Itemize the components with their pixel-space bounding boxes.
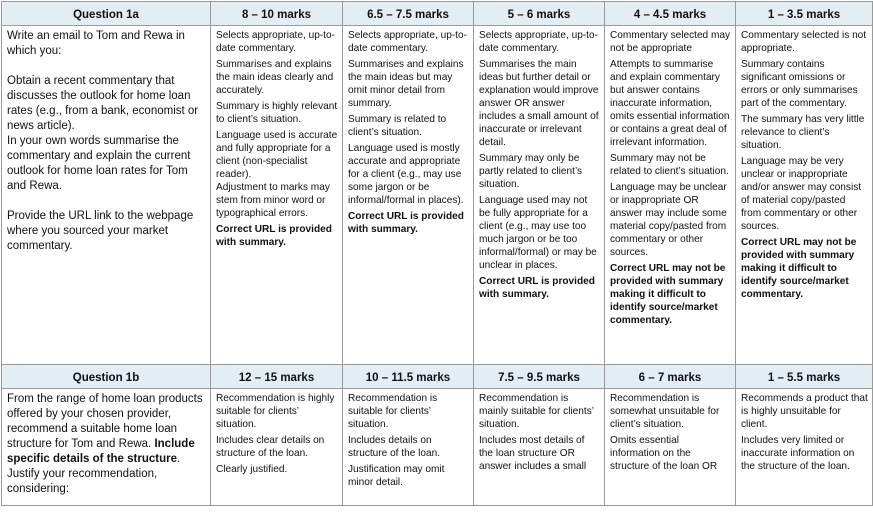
criterion: Summary is highly relevant to client’s situation. [216, 101, 338, 125]
band-criteria-cell [211, 389, 343, 506]
criterion: Summarises the main ideas but further detail or explanation would improve answer OR answer includes a small amount of inaccurate or irrelevant detail. [479, 59, 599, 148]
criterion: Clearly justified. [216, 464, 288, 475]
criterion-url: Correct URL is provided with summary. [216, 224, 332, 248]
band-criteria-cell [211, 26, 343, 365]
criterion: Recommendation is somewhat unsuitable for client’s situation. [610, 393, 720, 430]
criterion: Language may be very unclear or inappropriate and/or answer may consist of material copy/pasted from commentary or other sources. [741, 156, 862, 232]
marking-rubric-table [1, 1, 873, 506]
criterion: Adjustment to marks may stem from minor word or typographical errors. [216, 182, 330, 219]
question-text: In your own words summarise the commentary and explain the current outlook for home loan rates for Tom and Rewa. [7, 135, 191, 192]
criterion: Selects appropriate, up-to-date commentary. [348, 30, 467, 54]
criterion: Language may be unclear or inappropriate OR answer may include some material copy/pasted from commentary or other sources. [610, 182, 727, 258]
criterion: Summarises and explains the main ideas but may omit minor detail from summary. [348, 59, 464, 109]
criterion: Includes most details of the loan structure OR answer includes a small [479, 435, 587, 472]
question-text: Provide the URL link to the webpage where you sourced your market commentary. [7, 210, 194, 252]
band-header: 12 – 15 marks [211, 365, 343, 389]
criterion: Recommendation is highly suitable for clients’ situation. [216, 393, 335, 430]
question-1b-header-row [2, 365, 873, 389]
criterion: Summary is related to client’s situation. [348, 114, 447, 138]
criterion: The summary has very little relevance to client’s situation. [741, 114, 865, 151]
criterion: Summarises and explains the main ideas clearly and accurately. [216, 59, 334, 96]
band-header: 4 – 4.5 marks [605, 2, 736, 26]
criterion: Summary contains significant omissions or errors or only summarises part of the commentary. [741, 59, 858, 109]
band-criteria-cell [474, 389, 605, 506]
criterion: Selects appropriate, up-to-date commentary. [479, 30, 598, 54]
band-header: 6.5 – 7.5 marks [343, 2, 474, 26]
criterion: Includes very limited or inaccurate information on the structure of the loan. [741, 435, 855, 472]
question-1a-header-row [2, 2, 873, 26]
question-text: Obtain a recent commentary that discusses the outlook for home loan rates (e.g., from a bank, economist or news article). [7, 75, 199, 132]
question-text-emphasis: Include specific details of the structure [7, 438, 195, 465]
question-1b-title: Question 1b [2, 365, 211, 389]
band-header: 10 – 11.5 marks [343, 365, 474, 389]
criterion: Selects appropriate, up-to-date commentary. [216, 30, 335, 54]
criterion-url: Correct URL may not be provided with summary making it difficult to identify source/market commentary. [741, 237, 857, 300]
band-header: 1 – 5.5 marks [736, 365, 873, 389]
criterion: Language used is accurate and fully appropriate for a client (non-specialist reader). [216, 130, 338, 180]
band-criteria-cell [343, 389, 474, 506]
question-1b-prompt [2, 389, 211, 506]
band-header: 6 – 7 marks [605, 365, 736, 389]
band-header: 5 – 6 marks [474, 2, 605, 26]
criterion-url: Correct URL is provided with summary. [479, 276, 595, 300]
criterion: Summary may not be related to client’s situation. [610, 153, 729, 177]
criterion: Recommendation is suitable for clients’ situation. [348, 393, 438, 430]
criterion: Includes details on structure of the loan. [348, 435, 441, 459]
band-criteria-cell [343, 26, 474, 365]
criterion-url: Correct URL is provided with summary. [348, 211, 464, 235]
criterion: Commentary selected may not be appropriate [610, 30, 731, 54]
question-1a-title: Question 1a [2, 2, 211, 26]
criterion: Commentary selected is not appropriate. [741, 30, 867, 54]
criterion: Language used is mostly accurate and appropriate for a client (e.g., may use some jargon or be informal/formal in places). [348, 143, 464, 206]
band-criteria-cell [474, 26, 605, 365]
question-1a-prompt [2, 26, 211, 365]
criterion-url: Correct URL may not be provided with summary making it difficult to identify source/market commentary. [610, 263, 726, 326]
band-criteria-cell [736, 26, 873, 365]
criterion: Attempts to summarise and explain commentary but answer contains inaccurate information, omits essential information or contains a great deal of irrelevant information. [610, 59, 730, 148]
question-1a-criteria-row [2, 26, 873, 365]
band-criteria-cell [736, 389, 873, 506]
band-header: 8 – 10 marks [211, 2, 343, 26]
question-text [7, 392, 206, 497]
band-criteria-cell [605, 389, 736, 506]
criterion: Omits essential information on the structure of the loan OR [610, 435, 718, 472]
criterion: Includes clear details on structure of the loan. [216, 435, 325, 459]
band-header: 1 – 3.5 marks [736, 2, 873, 26]
question-text-lead: From the range of home loan products offered by your chosen provider, recommend a suitable home loan structure for Tom and Rewa. [7, 393, 203, 450]
question-text-tail: . Justify your recommendation, considering: [7, 453, 181, 495]
question-1b-criteria-row [2, 389, 873, 506]
criterion: Summary may only be partly related to client’s situation. [479, 153, 583, 190]
question-text: Write an email to Tom and Rewa in which you: [7, 30, 185, 57]
band-header: 7.5 – 9.5 marks [474, 365, 605, 389]
criterion: Justification may omit minor detail. [348, 464, 445, 488]
criterion: Recommendation is mainly suitable for clients’ situation. [479, 393, 594, 430]
criterion: Language used may not be fully appropriate for a client (e.g., may use too much jargon or be too informal/formal) or may be unclear in places. [479, 195, 597, 271]
criterion: Recommends a product that is highly unsuitable for client. [741, 393, 868, 430]
band-criteria-cell [605, 26, 736, 365]
